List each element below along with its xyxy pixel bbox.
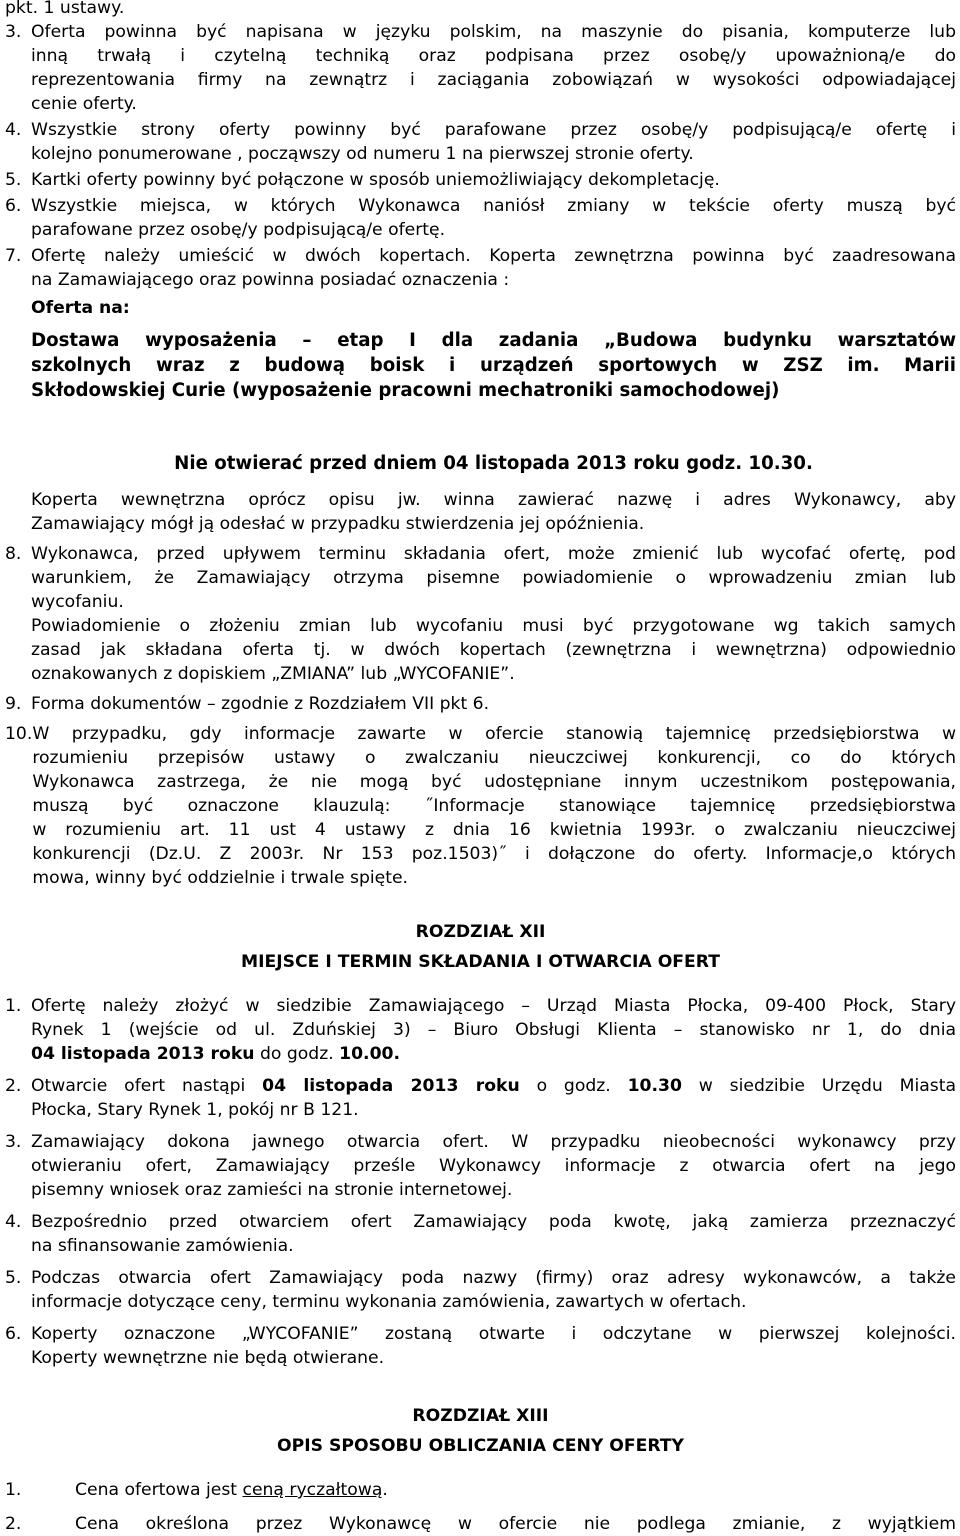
text-line: Zamawiający dokona jawnego otwarcia ofert. W przypadku nieobecności wykonawcy przy [31, 1132, 956, 1152]
text-line: Ofertę należy umieścić w dwóch kopertach. Koperta zewnętrzna powinna być zaadresowana [31, 246, 956, 266]
envelope-section [5, 296, 956, 536]
item-number: 10. [5, 724, 33, 744]
text-line: Forma dokumentów – zgodnie z Rozdziałem VII pkt 6. [31, 694, 490, 714]
chapter-xii-items [5, 994, 956, 1370]
date-text: 04 listopada 2013 roku [31, 1044, 255, 1064]
text-span: w siedzibie Urzędu Miasta [681, 1076, 956, 1096]
text-line: muszą być oznaczone klauzulą: ˝Informacje stanowiące tajemnicę przedsiębiorstwa [32, 796, 956, 816]
item-number: 6. [5, 196, 22, 216]
do-not-open-notice: Nie otwierać przed dniem 04 listopada 2013 roku godz. 10.30. [174, 453, 813, 474]
time-text: 10.00. [339, 1044, 401, 1064]
item-text [31, 1130, 956, 1202]
text-line: Powiadomienie o złożeniu zmian lub wycofaniu musi być przygotowane wg takich samych [31, 616, 956, 636]
item-text [31, 542, 956, 686]
item-text [31, 1210, 956, 1258]
text-line: Podczas otwarcia ofert Zamawiający poda nazwy (firmy) oraz adresy wykonawców, a także [31, 1268, 956, 1288]
text-line: Dostawa wyposażenia – etap I dla zadania „Budowa budynku warsztatów [31, 330, 956, 351]
chapter-xiii-number: ROZDZIAŁ XIII [412, 1406, 549, 1426]
text-line: konkurencji (Dz.U. Z 2003r. Nr 153 poz.1503)˝ i dołączone do oferty. Informacje,o których [32, 844, 956, 864]
text-span: do godz. [254, 1044, 340, 1064]
text-line: Koperta wewnętrzna oprócz opisu jw. winna zawierać nazwę i adres Wykonawcy, aby [31, 490, 956, 510]
list-item [5, 194, 956, 242]
text-line: Ofertę należy złożyć w siedzibie Zamawiającego – Urząd Miasta Płocka, 09-400 Płock, Stary [31, 996, 956, 1016]
list-item [5, 168, 956, 192]
text-line: szkolnych wraz z budową boisk i urządzeń sportowych w ZSZ im. Marii [31, 355, 956, 376]
text-line: otwieraniu ofert, Zamawiający prześle Wykonawcy informacje z otwarcia ofert na jego [31, 1156, 956, 1176]
item-text [31, 1322, 956, 1370]
item-number: 5. [5, 1268, 22, 1288]
item-number: 5. [5, 170, 22, 190]
text-line: Wszystkie miejsca, w których Wykonawca naniósł zmiany w tekście oferty muszą być [31, 196, 956, 216]
list-item [5, 1478, 956, 1502]
text-line: Koperty oznaczone „WYCOFANIE” zostaną otwarte i odczytane w pierwszej kolejności. [31, 1324, 956, 1344]
item-text [31, 168, 956, 192]
text-line: Wykonawca, przed upływem terminu składania ofert, może zmienić lub wycofać ofertę, pod [31, 544, 956, 564]
text-line: zasad jak składana oferta tj. w dwóch kopertach (zewnętrzna i wewnętrzna) odpowiednio [31, 640, 956, 660]
item-number: 2. [5, 1514, 22, 1534]
item-text [31, 118, 956, 166]
item-text [32, 722, 956, 890]
chapter-xii-title: MIEJSCE I TERMIN SKŁADANIA I OTWARCIA OFERT [241, 952, 720, 972]
text-line: warunkiem, że Zamawiający otrzyma pisemne powiadomienie o wprowadzeniu zmian lub [31, 568, 956, 588]
text-line: Zamawiający mógł ją odesłać w przypadku stwierdzenia jej opóźnienia. [31, 514, 645, 534]
list-item [5, 542, 956, 686]
item-text [31, 994, 956, 1066]
text-line [31, 1042, 956, 1066]
text-line: Kartki oferty powinny być połączone w sposób uniemożliwiający dekompletację. [31, 170, 720, 190]
text-line: wycofaniu. [31, 592, 124, 612]
list-item [5, 1512, 956, 1536]
chapter-xii [5, 920, 956, 1370]
text-line: Bezpośrednio przed otwarciem ofert Zamawiający poda kwotę, jaką zamierza przeznaczyć [31, 1212, 956, 1232]
text-line: Rynek 1 (wejście od ul. Zduńskiej 3) – Biuro Obsługi Klienta – stanowisko nr 1, do dnia [31, 1020, 956, 1040]
item-text: Cena określona przez Wykonawcę w ofercie nie podlega zmianie, z wyjątkiem [75, 1514, 956, 1534]
text-line: inną trwałą i czytelną techniką oraz podpisana przez osobę/y upoważnioną/e do [31, 46, 956, 66]
time-text: 10.30 [627, 1076, 682, 1096]
item-number: 9. [5, 694, 22, 714]
text-span: o godz. [519, 1076, 628, 1096]
item-text [31, 1266, 956, 1314]
text-line: pisemny wniosek oraz zamieści na stronie internetowej. [31, 1180, 513, 1200]
item-number: 7. [5, 246, 22, 266]
envelope-title [31, 328, 956, 403]
text-line: cenie oferty. [31, 94, 137, 114]
text-line: Koperty wewnętrzne nie będą otwierane. [31, 1348, 385, 1368]
list-item [5, 692, 956, 716]
item-text: Cena ofertowa jest ceną ryczałtową. [75, 1480, 388, 1500]
item-number: 4. [5, 120, 22, 140]
text-line: Skłodowskiej Curie (wyposażenie pracowni mechatroniki samochodowej) [31, 380, 780, 401]
text-line: reprezentowania firmy na zewnątrz i zaciągania zobowiązań w wysokości odpowiadającej [31, 70, 956, 90]
text-line: Wszystkie strony oferty powinny być parafowane przez osobę/y podpisującą/e ofertę i [31, 120, 956, 140]
item-text [31, 1074, 956, 1122]
text-line: Wykonawca zastrzega, że nie mogą być udostępniane innym uczestnikom postępowania, [32, 772, 956, 792]
list-item [5, 244, 956, 292]
text-line: na sfinansowanie zamówienia. [31, 1236, 294, 1256]
text-line: mowa, winny być oddzielnie i trwale spięte. [32, 868, 408, 888]
item-text [31, 692, 956, 716]
chapter-xiii-title: OPIS SPOSOBU OBLICZANIA CENY OFERTY [277, 1436, 684, 1456]
list-item [5, 1074, 956, 1122]
list-item [5, 1210, 956, 1258]
text-line: parafowane przez osobę/y podpisującą/e ofertę. [31, 220, 446, 240]
text-line: kolejno ponumerowane , począwszy od numeru 1 na pierwszej stronie oferty. [31, 144, 694, 164]
item-number: 3. [5, 1132, 22, 1152]
list-items-a [5, 20, 956, 292]
list-item [5, 1322, 956, 1370]
date-text: 04 listopada 2013 roku [262, 1076, 520, 1096]
text-line: w rozumieniu art. 11 ust 4 ustawy z dnia 16 kwietnia 1993r. o zwalczaniu nieuczciwej [32, 820, 956, 840]
list-item [5, 1130, 956, 1202]
text-line: na Zamawiającego oraz powinna posiadać oznaczenia : [31, 270, 510, 290]
envelope-label: Oferta na: [31, 298, 130, 318]
text-line: oznakowanych z dopiskiem „ZMIANA” lub „WYCOFANIE”. [31, 664, 515, 684]
list-item [5, 1266, 956, 1314]
inner-envelope-note [31, 488, 956, 536]
text-line: Płocka, Stary Rynek 1, pokój nr B 121. [31, 1100, 359, 1120]
list-item [5, 118, 956, 166]
text-line [31, 1074, 956, 1098]
item-number: 3. [5, 22, 22, 42]
list-item [5, 20, 956, 116]
top-fragment: pkt. 1 ustawy. [5, 0, 125, 18]
list-item [5, 722, 956, 890]
text-line: informacje dotyczące ceny, terminu wykonania zamówienia, zawartych w ofertach. [31, 1292, 747, 1312]
item-number: 6. [5, 1324, 22, 1344]
chapter-xiii [5, 1404, 956, 1536]
item-text [31, 20, 956, 116]
item-number: 1. [5, 996, 22, 1016]
item-number: 2. [5, 1076, 22, 1096]
text-line: W przypadku, gdy informacje zawarte w ofercie stanowią tajemnicę przedsiębiorstwa w [32, 724, 956, 744]
list-items-b [5, 542, 956, 890]
text-line: Oferta powinna być napisana w języku polskim, na maszynie do pisania, komputerze lub [31, 22, 956, 42]
item-text [31, 194, 956, 242]
item-number: 4. [5, 1212, 22, 1232]
item-text [31, 244, 956, 292]
item-number: 8. [5, 544, 22, 564]
list-item [5, 994, 956, 1066]
chapter-xii-number: ROZDZIAŁ XII [415, 922, 546, 942]
underlined-term: ceną ryczałtową [242, 1480, 383, 1500]
text-span: Otwarcie ofert nastąpi [31, 1076, 263, 1096]
item-number: 1. [5, 1480, 22, 1500]
text-line: rozumieniu przepisów ustawy o zwalczaniu nieuczciwej konkurencji, co do których [32, 748, 956, 768]
